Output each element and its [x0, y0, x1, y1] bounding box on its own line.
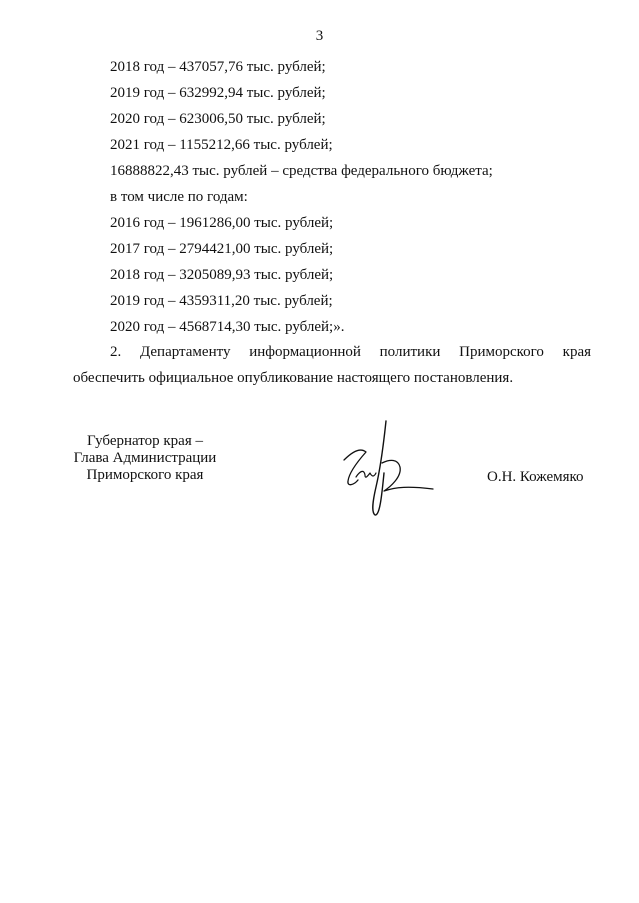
signatory-name: О.Н. Кожемяко	[487, 469, 584, 485]
signatory-title-line-2: Глава Администрации	[73, 450, 217, 466]
budget-line: 2019 год – 4359311,20 тыс. рублей;	[110, 293, 333, 309]
paragraph-2-line-2: обеспечить официальное опубликование настоящего постановления.	[73, 370, 514, 386]
budget-line: 16888822,43 тыс. рублей – средства федерального бюджета;	[110, 163, 493, 179]
budget-line: 2021 год – 1155212,66 тыс. рублей;	[110, 137, 333, 153]
signatory-title	[60, 433, 230, 484]
signatory-title-line-1: Губернатор края –	[87, 433, 203, 449]
budget-line: 2016 год – 1961286,00 тыс. рублей;	[110, 215, 334, 231]
budget-line: 2020 год – 623006,50 тыс. рублей;	[110, 111, 326, 127]
budget-line: 2019 год – 632992,94 тыс. рублей;	[110, 85, 326, 101]
signatory-title-line-3: Приморского края	[86, 467, 204, 483]
paragraph-2	[73, 339, 591, 391]
budget-line: 2020 год – 4568714,30 тыс. рублей;».	[110, 319, 345, 335]
page-number: 3	[315, 28, 324, 44]
budget-line: 2018 год – 3205089,93 тыс. рублей;	[110, 267, 334, 283]
budget-lines	[110, 60, 493, 346]
paragraph-2-line-1: 2. Департаменту информационной политики Приморского края	[110, 344, 591, 360]
budget-line: в том числе по годам:	[110, 189, 248, 205]
handwritten-signature	[338, 415, 438, 520]
budget-line: 2017 год – 2794421,00 тыс. рублей;	[110, 241, 334, 257]
budget-line: 2018 год – 437057,76 тыс. рублей;	[110, 59, 326, 75]
